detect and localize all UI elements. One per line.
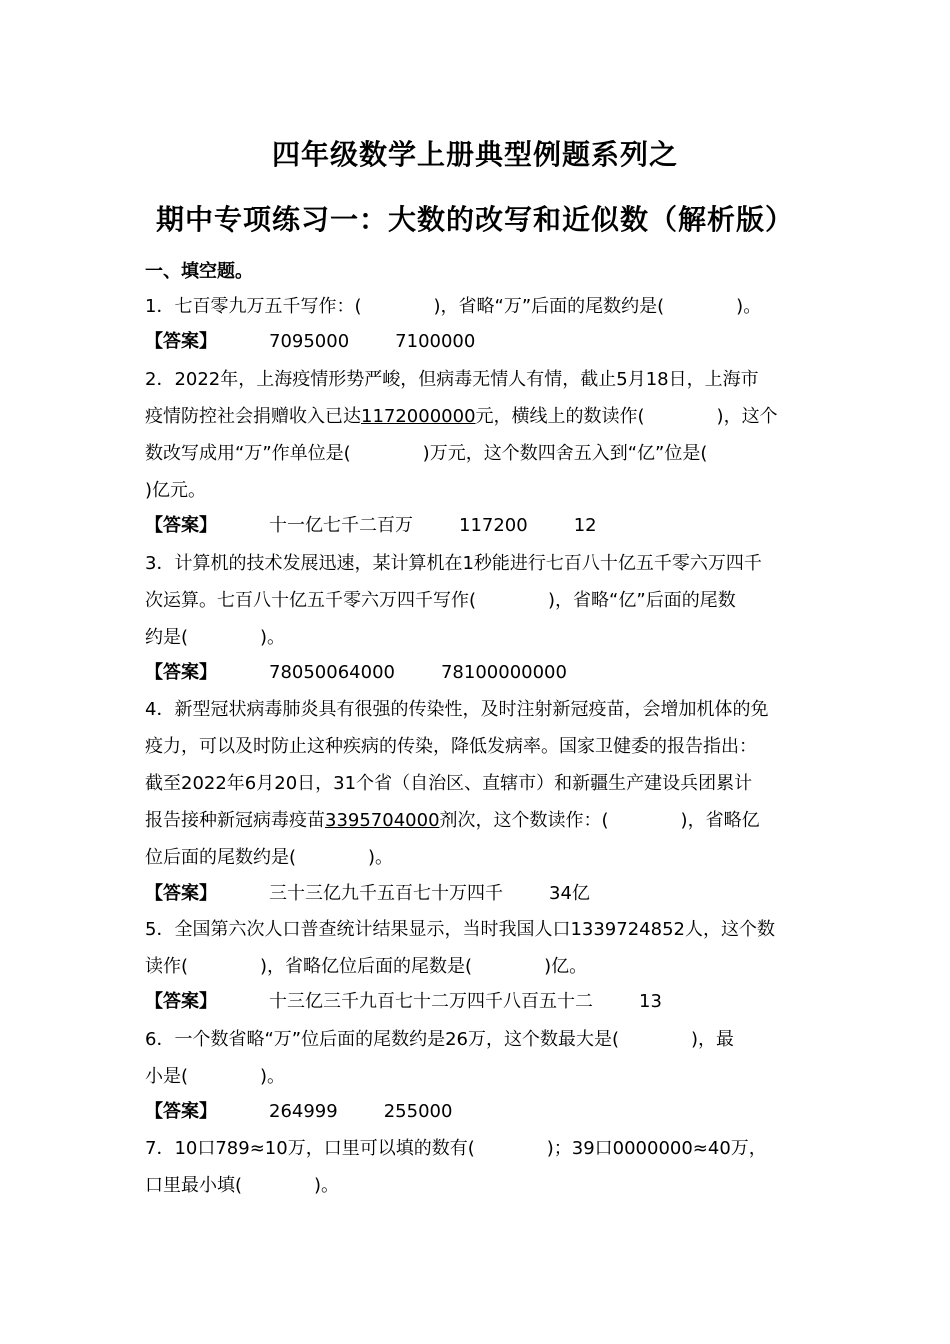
answer-value: 78050064000 [269, 662, 395, 683]
question-7-line-2: 口里最小填( )。 [145, 1175, 340, 1196]
answer-value: 13 [639, 991, 662, 1012]
answer-label: 【答案】 [145, 331, 217, 352]
answer-value: 十三亿三千九百七十二万四千八百五十二 [269, 991, 593, 1012]
answer-label: 【答案】 [145, 1101, 217, 1122]
question-2-line-1: 2．2022年，上海疫情形势严峻，但病毒无情人有情，截止5月18日，上海市 [145, 369, 759, 390]
answer-2 [145, 513, 643, 539]
question-4-line-4 [145, 808, 760, 834]
answer-1 [145, 329, 521, 355]
question-7-line-1: 7．10口789≈10万，口里可以填的数有( )；39口0000000≈40万， [145, 1138, 767, 1159]
answer-5 [145, 989, 708, 1015]
answer-label: 【答案】 [145, 662, 217, 683]
page-subtitle: 期中专项练习一：大数的改写和近似数（解析版） [155, 203, 794, 236]
question-6-line-1: 6．一个数省略“万”位后面的尾数约是26万，这个数最大是( )，最 [145, 1029, 735, 1050]
answer-value: 255000 [383, 1101, 453, 1122]
text: 元，横线上的数读作( )，这个 [475, 406, 778, 427]
answer-label: 【答案】 [145, 883, 217, 904]
question-1: 1．七百零九万五千写作：( )，省略“万”后面的尾数约是( )。 [145, 296, 762, 317]
question-6-line-2: 小是( )。 [145, 1066, 286, 1087]
question-4-line-1: 4．新型冠状病毒肺炎具有很强的传染性，及时注射新冠疫苗，会增加机体的免 [145, 699, 769, 720]
answer-value: 34亿 [549, 883, 590, 904]
underlined-number: 1172000000 [361, 406, 476, 427]
answer-value: 十一亿七千二百万 [269, 515, 413, 536]
answer-value: 7095000 [269, 331, 350, 352]
question-4-line-5: 位后面的尾数约是( )。 [145, 847, 394, 868]
page-title: 四年级数学上册典型例题系列之 [271, 138, 678, 171]
answer-value: 12 [573, 515, 597, 536]
question-2-line-3: 数改写成用“万”作单位是( )万元，这个数四舍五入到“亿”位是( [145, 443, 708, 464]
underlined-number: 3395704000 [325, 810, 440, 831]
answer-4 [145, 881, 636, 907]
question-2-line-4: )亿元。 [145, 480, 207, 501]
question-4-line-3: 截至2022年6月20日，31个省（自治区、直辖市）和新疆生产建设兵团累计 [145, 773, 753, 794]
answer-value: 7100000 [395, 331, 476, 352]
question-5-line-1: 5．全国第六次人口普查统计结果显示，当时我国人口1339724852人，这个数 [145, 919, 775, 940]
text: 报告接种新冠病毒疫苗 [145, 810, 325, 831]
question-3-line-1: 3．计算机的技术发展迅速，某计算机在1秒能进行七百八十亿五千零六万四千 [145, 553, 762, 574]
answer-value: 117200 [459, 515, 528, 536]
question-3-line-2: 次运算。七百八十亿五千零六万四千写作( )，省略“亿”后面的尾数 [145, 590, 736, 611]
question-5-line-2: 读作( )，省略亿位后面的尾数是( )亿。 [145, 956, 588, 977]
answer-value: 三十三亿九千五百七十万四千 [269, 883, 503, 904]
answer-label: 【答案】 [145, 515, 217, 536]
answer-label: 【答案】 [145, 991, 217, 1012]
question-4-line-2: 疫力，可以及时防止这种疾病的传染，降低发病率。国家卫健委的报告指出： [145, 736, 757, 757]
answer-3 [145, 660, 613, 686]
question-3-line-3: 约是( )。 [145, 627, 286, 648]
answer-value: 264999 [269, 1101, 338, 1122]
text: 疫情防控社会捐赠收入已达 [145, 406, 361, 427]
answer-6 [145, 1099, 498, 1125]
question-2-line-2 [145, 404, 778, 430]
section-heading: 一、填空题。 [145, 261, 253, 282]
text: 剂次，这个数读作：( )，省略亿 [439, 810, 760, 831]
answer-value: 78100000000 [440, 662, 567, 683]
